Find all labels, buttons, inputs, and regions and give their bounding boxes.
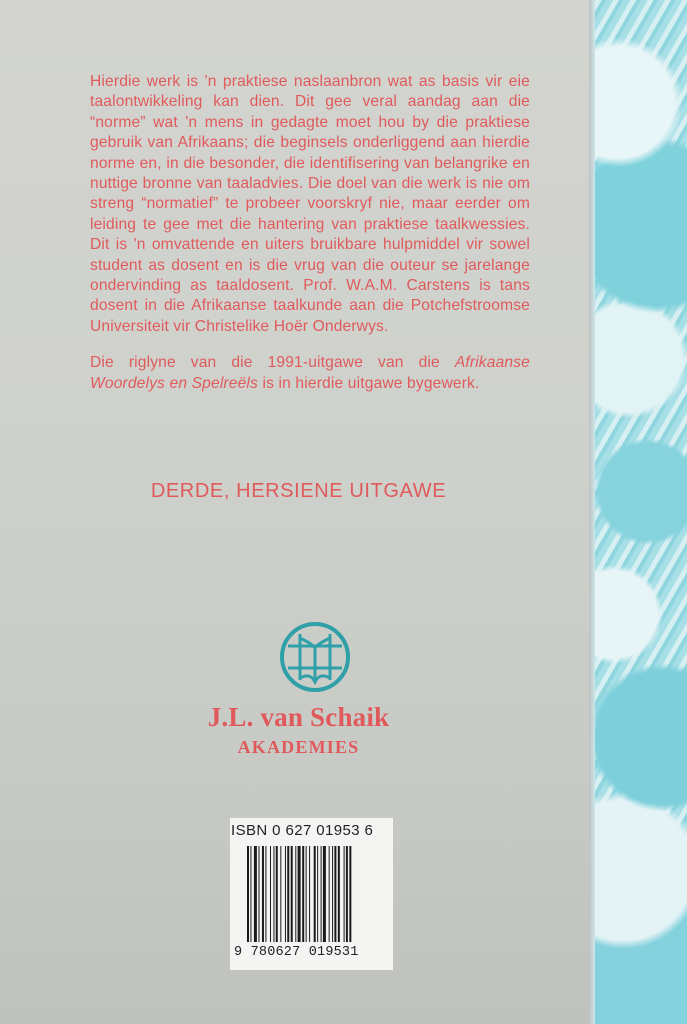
publisher-imprint: AKADEMIES — [237, 737, 360, 757]
barcode-number: 9 780627 019531 — [234, 945, 359, 960]
barcode-bar — [247, 846, 249, 942]
barcode-bar — [285, 846, 286, 942]
barcode-bar — [287, 846, 289, 942]
barcode-bar — [254, 846, 257, 942]
barcode-bar — [298, 846, 301, 942]
barcode-bar — [262, 846, 264, 942]
spine-pattern — [589, 0, 687, 1024]
revision-note-title: Afrikaanse Woordelys en Spelreëls — [90, 354, 530, 392]
barcode-bar — [280, 846, 281, 942]
barcode-bar — [250, 846, 251, 942]
barcode-bar — [317, 846, 318, 942]
revision-note-end: is in hierdie uitgawe bygewerk. — [257, 374, 480, 392]
revision-note-start: Die riglyne van die 1991-uitgawe van die — [90, 354, 455, 372]
barcode-bar — [259, 846, 260, 942]
barcode-bar — [276, 846, 278, 942]
barcode-bar — [302, 846, 304, 942]
description-paragraph: Hierdie werk is 'n praktiese naslaanbron wat as basis vir eie taalontwikkeling kan dien. Dit gee veral aandag aan die “norme” wat 'n mens in gedagte moet hou by die praktiese gebruik van Afrikaans; die beginsels onderliggend aan hierdie norme en, in die besonder, die identifisering van belangrike en nuttige bronne van taaladvies. Die doel van die werk is nie om streng “normatief” te probeer voorskryf nie, maar eerder om leiding te gee met die hantering van praktiese taalkwessies. Dit is 'n omvattende en uiters bruikbare hulpmiddel vir sowel student as dosent en is die vrug van die outeur se jarelange ondervinding as taaldosent. Prof. W.A.M. Carstens is tans dosent in die Afrikaanse taalkunde aan die Potchefstroomse Universiteit vir Christelike Hoër Onderwys. — [90, 73, 530, 335]
barcode-bar — [349, 846, 351, 942]
barcode-bar — [291, 846, 293, 942]
barcode-bar — [265, 846, 266, 942]
barcode-bar — [334, 846, 336, 942]
barcode-bar — [270, 846, 271, 942]
barcode-bar — [346, 846, 348, 942]
barcode-bar — [273, 846, 274, 942]
barcode-bar — [332, 846, 333, 942]
isbn-text: ISBN 0 627 01953 6 — [231, 822, 374, 839]
barcode-bar — [338, 846, 340, 942]
globe-book-logo-icon — [278, 620, 352, 694]
publisher-name: J.L. van Schaik — [207, 702, 390, 732]
barcode-bar — [314, 846, 316, 942]
description-block — [90, 72, 530, 410]
barcode-bar — [323, 846, 326, 942]
barcode-bar — [295, 846, 296, 942]
revision-note — [90, 353, 530, 394]
barcode-bar — [306, 846, 307, 942]
barcode-bar — [329, 846, 330, 942]
barcode-bar — [344, 846, 345, 942]
edition-label: DERDE, HERSIENE UITGAWE — [150, 480, 447, 502]
barcode-bars — [247, 846, 387, 942]
barcode-bar — [321, 846, 322, 942]
barcode-bar — [309, 846, 310, 942]
spine-edge — [589, 0, 595, 1024]
